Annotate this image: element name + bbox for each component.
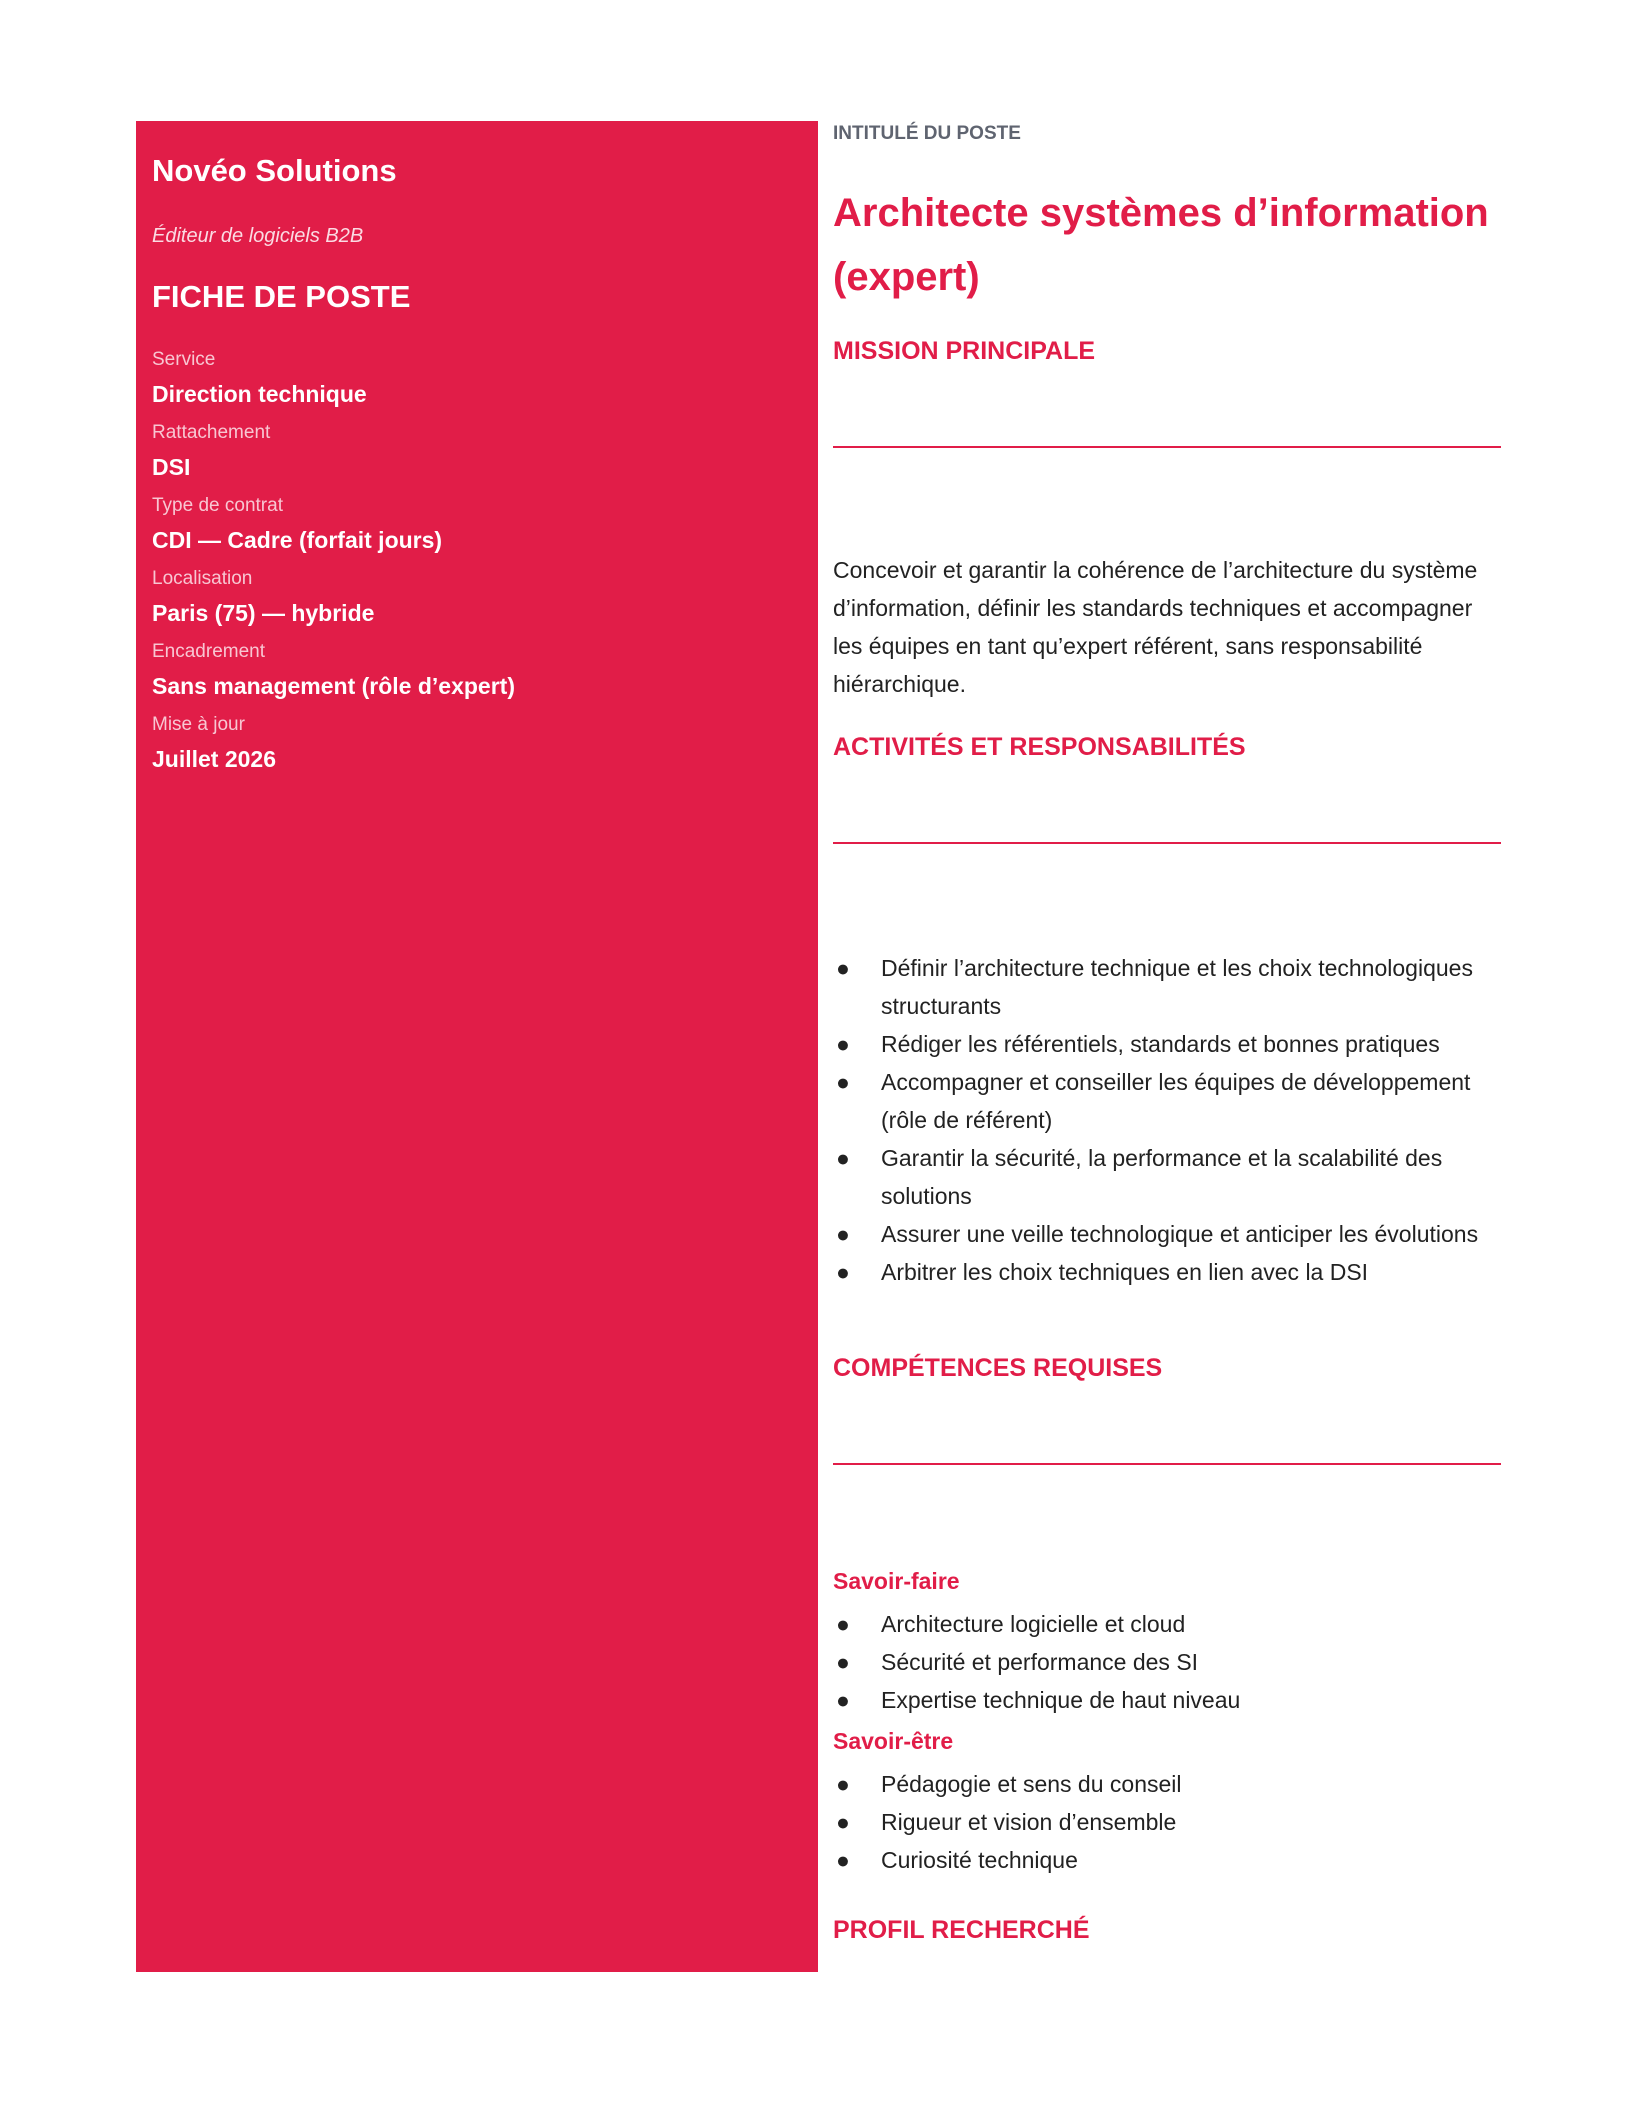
field-value-rattachement: DSI <box>152 454 191 480</box>
company-tagline: Éditeur de logiciels B2B <box>152 225 364 247</box>
field-label-mise-a-jour: Mise à jour <box>152 714 245 735</box>
list-item: ● Curiosité technique <box>833 1841 1501 1879</box>
list-item: ● Pédagogie et sens du conseil <box>833 1765 1501 1803</box>
bullet-icon: ● <box>836 1611 850 1637</box>
field-value-localisation: Paris (75) — hybride <box>152 600 375 626</box>
section-title-skills: COMPÉTENCES REQUISES <box>833 1354 1163 1382</box>
section-divider <box>833 842 1501 844</box>
job-title: Architecte systèmes d’information (expert) <box>833 191 1489 299</box>
field-value-encadrement: Sans management (rôle d’expert) <box>152 673 515 699</box>
field-label-contrat: Type de contrat <box>152 495 283 516</box>
document-title: FICHE DE POSTE <box>152 279 411 314</box>
field-value-contrat: CDI — Cadre (forfait jours) <box>152 527 443 553</box>
savoir-etre-list <box>833 1765 1501 1879</box>
bullet-icon: ● <box>836 1031 850 1057</box>
list-item: ● Rigueur et vision d’ensemble <box>833 1803 1501 1841</box>
bullet-icon: ● <box>836 1259 850 1285</box>
field-label-encadrement: Encadrement <box>152 641 266 662</box>
section-divider <box>833 1463 1501 1465</box>
bullet-icon: ● <box>836 1687 850 1713</box>
list-item: ● Garantir la sécurité, la performance et la scalabilité des solutions <box>833 1139 1501 1215</box>
field-label-rattachement: Rattachement <box>152 422 271 443</box>
bullet-icon: ● <box>836 1771 850 1797</box>
savoir-faire-list <box>833 1605 1501 1719</box>
section-title-profile: PROFIL RECHERCHÉ <box>833 1916 1090 1944</box>
list-item: ● Arbitrer les choix techniques en lien avec la DSI <box>833 1253 1501 1291</box>
company-name: Novéo Solutions <box>152 153 397 188</box>
field-value-mise-a-jour: Juillet 2026 <box>152 746 277 772</box>
list-item: ● Architecture logicielle et cloud <box>833 1605 1501 1643</box>
list-item: ● Définir l’architecture technique et les choix technologiques structurants <box>833 949 1501 1025</box>
subhead-savoir-etre: Savoir-être <box>833 1728 954 1754</box>
field-label-localisation: Localisation <box>152 568 253 589</box>
bullet-icon: ● <box>836 955 850 981</box>
activities-list <box>833 949 1501 1291</box>
field-label-service: Service <box>152 349 216 370</box>
section-divider <box>833 446 1501 448</box>
bullet-icon: ● <box>836 1649 850 1675</box>
sidebar-panel <box>136 121 818 1972</box>
list-item: ● Rédiger les référentiels, standards et bonnes pratiques <box>833 1025 1501 1063</box>
section-title-activities: ACTIVITÉS ET RESPONSABILITÉS <box>833 733 1246 761</box>
bullet-icon: ● <box>836 1069 850 1095</box>
bullet-icon: ● <box>836 1809 850 1835</box>
section-title-mission: MISSION PRINCIPALE <box>833 337 1096 365</box>
subhead-savoir-faire: Savoir-faire <box>833 1568 960 1594</box>
list-item: ● Accompagner et conseiller les équipes de développement (rôle de référent) <box>833 1063 1501 1139</box>
list-item: ● Assurer une veille technologique et anticiper les évolutions <box>833 1215 1501 1253</box>
bullet-icon: ● <box>836 1145 850 1171</box>
job-title-kicker: INTITULÉ DU POSTE <box>833 123 1021 144</box>
mission-text: Concevoir et garantir la cohérence de l’architecture du système d’information, définir les standards techniques et accompagner les équipes en tant qu’expert référent, sans responsabilité hiérarchique. <box>833 557 1478 697</box>
field-value-service: Direction technique <box>152 381 367 407</box>
bullet-icon: ● <box>836 1221 850 1247</box>
bullet-icon: ● <box>836 1847 850 1873</box>
job-info-fields <box>152 347 515 785</box>
list-item: ● Expertise technique de haut niveau <box>833 1681 1501 1719</box>
list-item: ● Sécurité et performance des SI <box>833 1643 1501 1681</box>
